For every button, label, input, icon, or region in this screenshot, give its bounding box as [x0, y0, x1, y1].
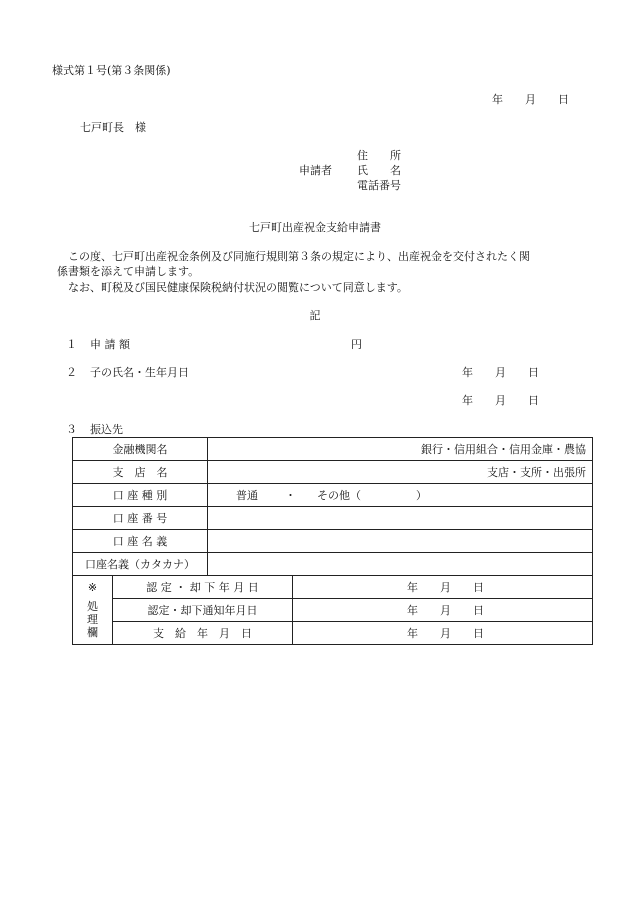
month-label: 月 [440, 581, 451, 594]
year-label: 年 [462, 366, 473, 379]
day-label: 日 [528, 366, 539, 379]
month-label: 月 [440, 604, 451, 617]
transfer-table [72, 437, 593, 645]
bank-label: 金融機関名 [73, 438, 208, 461]
reference-mark: ※ [87, 581, 98, 594]
child-birthdate-2 [462, 394, 539, 408]
account-type-close: ） [416, 489, 427, 502]
table-row [73, 576, 593, 599]
day-label: 日 [473, 604, 484, 617]
notification-date-label: 認定・却下通知年月日 [113, 599, 293, 622]
date-year: 年 [492, 93, 503, 106]
account-type-other[interactable]: その他（ [317, 489, 361, 502]
notification-date-field[interactable] [293, 599, 593, 622]
name-label: 氏 名 [357, 164, 401, 177]
table-row [73, 553, 593, 576]
table-row [73, 530, 593, 553]
table-row [73, 461, 593, 484]
year-label: 年 [407, 627, 418, 640]
table-row [73, 507, 593, 530]
year-label: 年 [407, 604, 418, 617]
account-number-field[interactable] [208, 507, 593, 530]
approval-date-field[interactable] [293, 576, 593, 599]
table-row [73, 438, 593, 461]
body-line-2: 係書類を添えて申請します。 [57, 265, 200, 278]
body-line-1: この度、七戸町出産祝金条例及び同施行規則第３条の規定により、出産祝金を交付されたく関 [68, 250, 530, 263]
addressee: 七戸町長 様 [80, 121, 146, 134]
processing-char-3: 欄 [87, 626, 98, 639]
payment-date-field[interactable] [293, 622, 593, 645]
item-1-label: 申 請 額 [90, 338, 130, 351]
month-label: 月 [440, 627, 451, 640]
body-line-3: なお、町税及び国民健康保険税納付状況の閲覧について同意します。 [68, 281, 408, 294]
form-title: 七戸町出産祝金支給申請書 [249, 221, 381, 234]
processing-column [73, 576, 113, 645]
account-type-ordinary[interactable]: 普通 [236, 489, 258, 502]
account-number-label: 口 座 番 号 [73, 507, 208, 530]
child-birthdate-1 [462, 366, 539, 380]
item-2-number: ２ [66, 366, 77, 379]
address-label: 住 所 [357, 149, 401, 162]
table-row [73, 484, 593, 507]
day-label: 日 [473, 581, 484, 594]
form-number: 様式第１号(第３条関係) [52, 64, 171, 77]
table-row [73, 599, 593, 622]
approval-date-label: 認 定 ・ 却 下 年 月 日 [113, 576, 293, 599]
table-row [73, 622, 593, 645]
account-holder-field[interactable] [208, 530, 593, 553]
payment-date-label: 支 給 年 月 日 [113, 622, 293, 645]
account-holder-label: 口 座 名 義 [73, 530, 208, 553]
bank-field[interactable]: 銀行・信用組合・信用金庫・農協 [208, 438, 593, 461]
day-label: 日 [473, 627, 484, 640]
month-label: 月 [495, 394, 506, 407]
processing-char-1: 処 [87, 600, 98, 613]
date-day: 日 [558, 93, 569, 106]
item-1-number: １ [66, 338, 77, 351]
day-label: 日 [528, 394, 539, 407]
item-2-label: 子の氏名・生年月日 [90, 366, 189, 379]
date-line [492, 93, 569, 107]
account-type-field[interactable] [208, 484, 593, 507]
year-label: 年 [462, 394, 473, 407]
yen-unit: 円 [351, 338, 362, 351]
month-label: 月 [495, 366, 506, 379]
account-type-separator: ・ [285, 489, 296, 502]
branch-field[interactable]: 支店・支所・出張所 [208, 461, 593, 484]
account-holder-kana-field[interactable] [208, 553, 593, 576]
year-label: 年 [407, 581, 418, 594]
processing-char-2: 理 [87, 613, 98, 626]
applicant-label: 申請者 [299, 164, 332, 177]
account-holder-kana-label: 口座名義（カタカナ） [73, 553, 208, 576]
account-type-label: 口 座 種 別 [73, 484, 208, 507]
branch-label: 支 店 名 [73, 461, 208, 484]
ki-heading: 記 [309, 309, 321, 322]
date-month: 月 [525, 93, 536, 106]
item-3-label: 振込先 [90, 423, 123, 436]
phone-label: 電話番号 [357, 179, 401, 192]
item-3-number: ３ [66, 423, 77, 436]
